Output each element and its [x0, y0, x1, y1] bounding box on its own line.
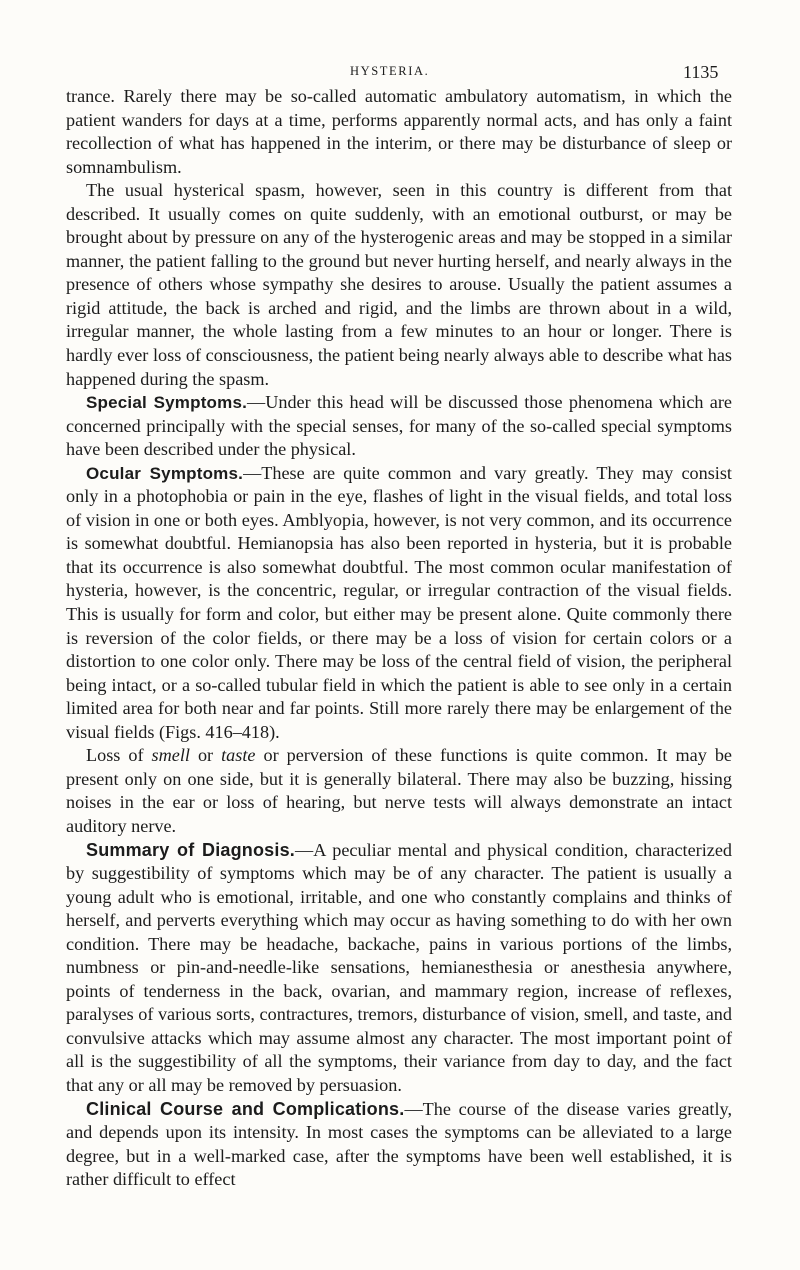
paragraph-text: Loss of — [86, 745, 152, 766]
page-number: 1135 — [683, 62, 719, 82]
section-heading-summary-of-diagnosis: Summary of Diagnosis. — [86, 839, 296, 860]
running-title: HYSTERIA. — [350, 64, 430, 78]
section-heading-clinical-course: Clinical Course and Complications. — [86, 1098, 405, 1119]
running-head — [0, 62, 800, 86]
paragraph-clinical-course — [66, 1098, 732, 1192]
section-heading-ocular-symptoms: Ocular Symptoms. — [86, 463, 244, 483]
paragraph-special-symptoms — [66, 391, 732, 462]
paragraph-text: or perversion of these functions is quite common. It may be present only on one side, but it is generally bilateral. There may also be buzzing, hissing noises in the ear or loss of hearing, but nerve tests will always demonstrate an intact auditory nerve. — [66, 745, 732, 836]
paragraph-text: The usual hysterical spasm, however, seen in this country is different from that described. It usually comes on quite suddenly, with an emotional outburst, or may be brought about by pressure on any of the hysterogenic areas and may be stopped in a similar manner, the patient falling to the ground but never hurting herself, and nearly always in the presence of others whose sympathy she desires to arouse. Usually the patient assumes a rigid attitude, the back is arched and rigid, and the limbs are thrown about in a wild, irregular manner, the whole lasting from a few minutes to an hour or longer. There is hardly ever loss of consciousness, the patient being nearly always able to describe what has happened during the spasm. — [66, 180, 732, 389]
paragraph-ocular-symptoms — [66, 462, 732, 745]
paragraph-text: —Under this head will be discussed those phenomena which are concerned principally with the special senses, for many of the so-called special symptoms have been described under the physical. — [66, 392, 732, 460]
paragraph-hysterical-spasm — [66, 179, 732, 391]
paragraph-text: —These are quite common and vary greatly. They may consist only in a photophobia or pain in the eye, flashes of light in the visual fields, and total loss of vision in one or both eyes. Amblyopia, however, is not very common, and its occurrence is somewhat doubtful. Hemianopsia has also been reported in hysteria, but it is probable that its occurrence is also somewhat doubtful. The most common ocular manifestation of hysteria, however, is the concentric, regular, or irregular contraction of the visual fields. This is usually for form and color, but either may be present alone. Quite commonly there is reversion of the color fields, or there may be a loss of vision for certain colors or a distortion to one color only. There may be loss of the central field of vision, the peripheral being intact, or a so-called tubular field in which the patient is able to see only in a certain limited area for both near and far points. Still more rarely there may be enlargement of the visual fields (Figs. 416–418). — [66, 462, 732, 742]
paragraph-text: trance. Rarely there may be so-called automatic ambulatory automatism, in which the patient wanders for days at a time, performs apparently normal acts, and has only a faint recollection of what has happened in the interim, or there may be disturbance of sleep or somnambulism. — [66, 86, 732, 177]
paragraph-continuation — [66, 85, 732, 179]
paragraph-smell-taste — [66, 744, 732, 838]
paragraph-text: or — [189, 745, 222, 766]
italic-taste: taste — [221, 745, 256, 766]
italic-smell: smell — [151, 745, 190, 766]
paragraph-summary-diagnosis — [66, 839, 732, 1098]
section-heading-special-symptoms: Special Symptoms. — [86, 393, 248, 413]
paragraph-text: —The course of the disease varies greatly, and depends upon its intensity. In most cases the symptoms can be alleviated to a large degree, but in a well-marked case, after the symptoms have been well established, it is rather difficult to effect — [66, 1098, 732, 1190]
paragraph-text: —A peculiar mental and physical condition, characterized by suggestibility of symptoms which may be of any character. The patient is usually a young adult who is emotional, irritable, and one who constantly complains and thinks of herself, and perverts everything which may occur as having something to do with her own condition. There may be headache, backache, pains in various portions of the limbs, numbness or pin-and-needle-like sensations, hemianesthesia or anesthesia anywhere, points of tenderness in the back, ovarian, and mammary region, increase of reflexes, paralyses of various sorts, contractures, tremors, disturbance of vision, smell, and taste, and convulsive attacks which may assume almost any character. The most important point of all is the suggestibility of all the symptoms, their variance from day to day, and the fact that any or all may be removed by persuasion. — [66, 839, 732, 1095]
body-text — [66, 85, 732, 1192]
